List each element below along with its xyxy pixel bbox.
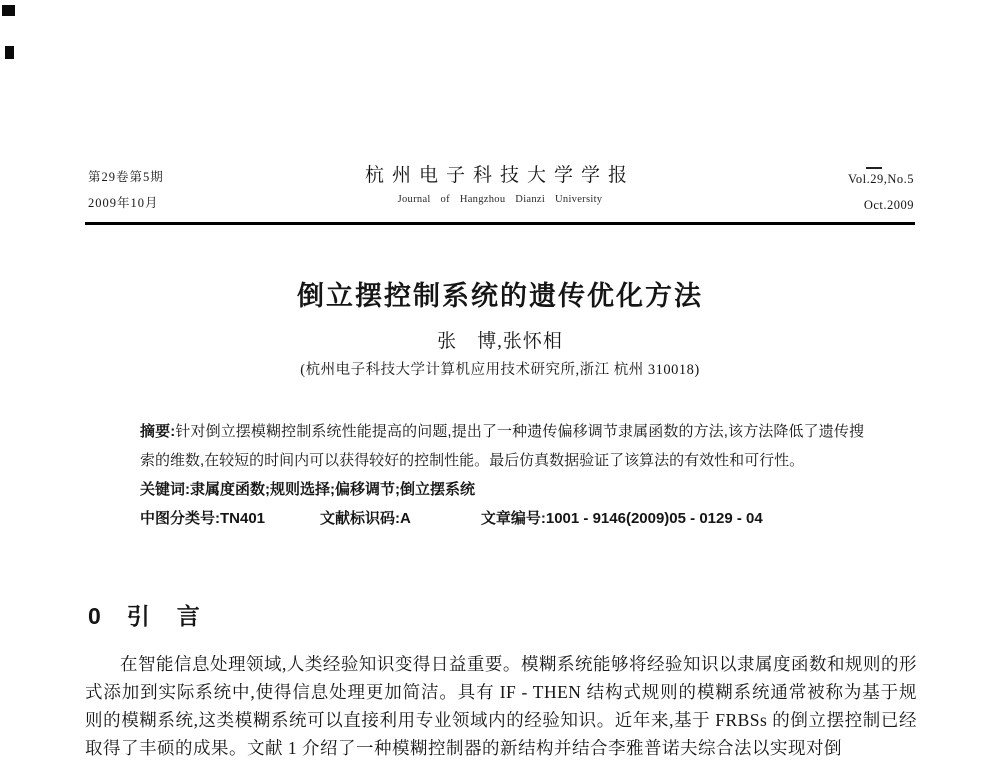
clc-label: 中图分类号:	[140, 510, 220, 527]
journal-volume-en: Vol.29,No.5	[847, 172, 914, 186]
doc-code-label: 文献标识码:	[320, 510, 401, 527]
abstract-text: 针对倒立摆模糊控制系统性能提高的问题,提出了一种遗传偏移调节隶属函数的方法,该方法降低了遗传搜索的维数,在较短的时间内可以获得较好的控制性能。最后仿真数据验证了该算法的有效性和可行性。	[140, 423, 864, 469]
section-number: 0	[88, 603, 103, 629]
keywords-text: 隶属度函数;规则选择;偏移调节;倒立摆系统	[190, 481, 475, 498]
abstract-paragraph	[140, 417, 864, 475]
section-heading	[88, 598, 202, 631]
journal-volume-block	[848, 166, 914, 218]
section-title: 引 言	[126, 603, 202, 629]
doc-code-value: A	[400, 510, 411, 527]
journal-name-en: Journal of Hangzhou Dianzi University	[397, 194, 603, 205]
journal-name-cn: 杭州电子科技大学学报	[364, 165, 635, 186]
clc-value: TN401	[220, 510, 266, 527]
header-divider	[85, 222, 915, 225]
article-authors: 张 博,张怀相	[437, 331, 563, 352]
journal-date-cn: 2009年10月	[88, 196, 159, 210]
article-id-label: 文章编号:	[480, 510, 546, 527]
journal-date-en: Oct.2009	[863, 198, 914, 212]
article-id-segment	[481, 510, 763, 527]
scan-artifact	[2, 5, 15, 16]
article-title: 倒立摆控制系统的遗传优化方法	[297, 281, 703, 311]
scan-artifact	[5, 46, 14, 59]
clc-segment	[140, 510, 265, 527]
article-id-value: 1001 - 9146(2009)05 - 0129 - 04	[545, 510, 763, 527]
body-text-block	[85, 650, 917, 760]
abstract-block	[140, 417, 864, 533]
article-affiliation: (杭州电子科技大学计算机应用技术研究所,浙江 杭州 310018)	[300, 362, 700, 378]
keywords-line	[140, 475, 864, 504]
journal-issue-cn: 第29卷第5期	[88, 170, 164, 184]
doc-code-segment	[320, 510, 411, 527]
classification-line	[140, 504, 864, 533]
abstract-label: 摘要:	[140, 423, 176, 440]
body-paragraph: 在智能信息处理领域,人类经验知识变得日益重要。模糊系统能够将经验知识以隶属度函数和规则的形式添加到实际系统中,使得信息处理更加简洁。具有 IF - THEN 结构式规则的模糊系统通常被称为基于规则的模糊系统,这类模糊系统可以直接利用专业领域内的经验知识。近年来,基于 FRBSs 的倒立摆控制已经取得了丰硕的成果。文献 1 介绍了一种模糊控制器的新结构并结合李雅普诺夫综合法以实现对倒	[85, 654, 917, 758]
keywords-label: 关键词:	[140, 481, 190, 498]
